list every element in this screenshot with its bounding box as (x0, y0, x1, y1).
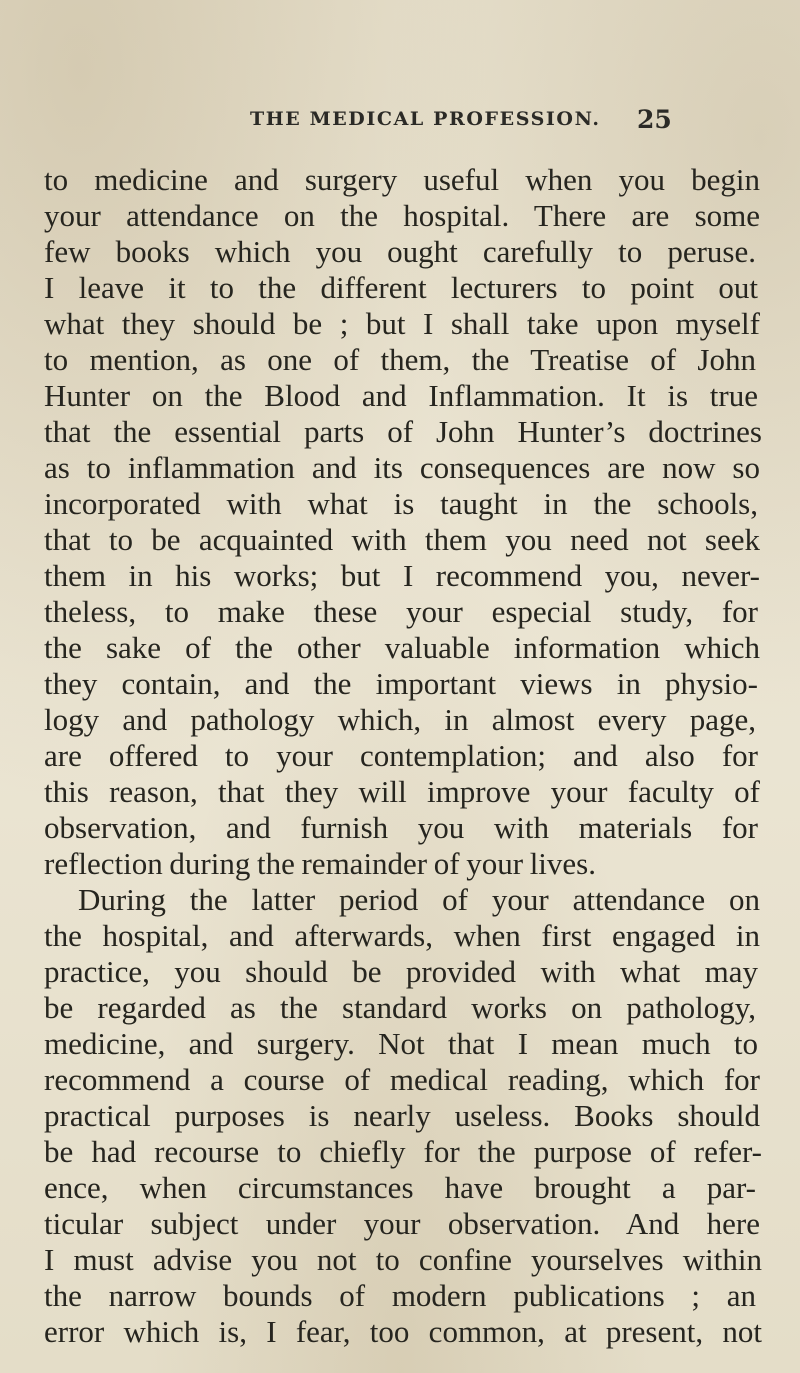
text-line: they contain, and the important views in physio- (44, 666, 758, 701)
text-line: ticular subject under your observation. And here (44, 1206, 760, 1241)
text-line: the sake of the other valuable information which (44, 630, 760, 665)
text-line: ence, when circumstances have brought a par- (44, 1170, 756, 1205)
text-line: logy and pathology which, in almost every page, (44, 702, 756, 737)
text-line: are offered to your contemplation; and also for (44, 738, 758, 773)
text-line: be had recourse to chiefly for the purpose of refer- (44, 1134, 762, 1169)
text-line: be regarded as the standard works on pathology, (44, 990, 756, 1025)
text-line: your attendance on the hospital. There are some (44, 198, 760, 233)
text-line: the hospital, and afterwards, when first engaged in (44, 918, 760, 953)
text-line: observation, and furnish you with materials for (44, 810, 758, 845)
text-line: practical purposes is nearly useless. Books should (44, 1098, 760, 1133)
text-line: theless, to make these your especial study, for (44, 594, 758, 629)
text-line: Hunter on the Blood and Inflammation. It is true (44, 378, 758, 413)
text-line: I leave it to the different lecturers to point out (44, 270, 758, 305)
running-head (0, 105, 800, 142)
text-line: error which is, I fear, too common, at present, not (44, 1314, 762, 1349)
text-line: to mention, as one of them, the Treatise of John (44, 342, 756, 377)
page-number: 25 (637, 105, 672, 134)
text-line: During the latter period of your attendance on (78, 882, 760, 917)
text-line: medicine, and surgery. Not that I mean much to (44, 1026, 758, 1061)
text-line: that to be acquainted with them you need not seek (44, 522, 760, 557)
text-line: them in his works; but I recommend you, never- (44, 558, 760, 593)
text-line: incorporated with what is taught in the schools, (44, 486, 758, 521)
text-line: that the essential parts of John Hunter’s doctrines (44, 414, 762, 449)
text-line: what they should be ; but I shall take upon myself (44, 306, 760, 341)
text-line: I must advise you not to confine yourselves within (44, 1242, 762, 1277)
text-line: few books which you ought carefully to peruse. (44, 234, 756, 269)
text-line: reflection during the remainder of your lives. (44, 846, 596, 881)
running-head-title: THE MEDICAL PROFESSION. (250, 108, 601, 130)
text-line: this reason, that they will improve your faculty of (44, 774, 760, 809)
text-line: recommend a course of medical reading, which for (44, 1062, 760, 1097)
text-line: practice, you should be provided with what may (44, 954, 758, 989)
text-line: the narrow bounds of modern publications ; an (44, 1278, 756, 1313)
text-line: to medicine and surgery useful when you begin (44, 162, 760, 197)
text-line: as to inflammation and its consequences are now so (44, 450, 760, 485)
